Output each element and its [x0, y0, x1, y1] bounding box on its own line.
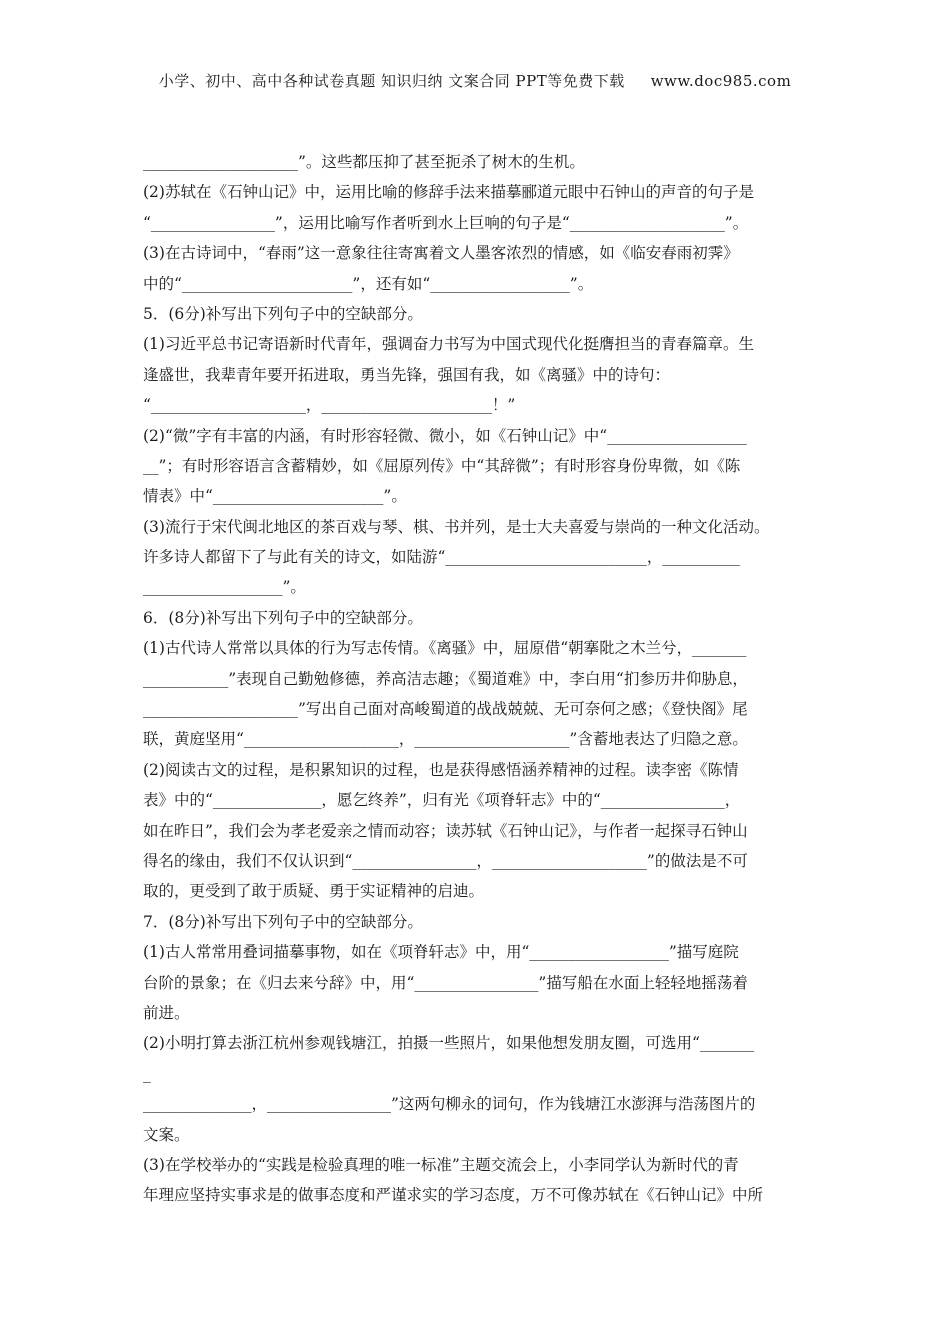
document-body	[143, 147, 833, 1211]
text-line: 前进。	[143, 1003, 190, 1022]
text-line: _	[143, 1064, 151, 1083]
question-5-title: 5．(6分)补写出下列句子中的空缺部分。	[143, 304, 423, 323]
text-line: (1)习近平总书记寄语新时代青年，强调奋力书写为中国式现代化挺膺担当的青春篇章。生	[143, 335, 754, 354]
text-line: 如在昨日”，我们会为孝老爱亲之情而动容；读苏轼《石钟山记》，与作者一起探寻石钟山	[143, 821, 748, 840]
text-line: 中的“______________________”，还有如“__________________”。	[143, 274, 594, 293]
text-line: (2)苏轼在《石钟山记》中，运用比喻的修辞手法来描摹郦道元眼中石钟山的声音的句子是	[143, 183, 754, 202]
text-line: “________________”，运用比喻写作者听到水上巨响的句子是“____________________”。	[143, 213, 749, 232]
text-line: (3)流行于宋代闽北地区的茶百戏与琴、棋、书并列，是士大夫喜爱与崇尚的一种文化活动。	[143, 517, 770, 536]
header-text: 小学、初中、高中各种试卷真题 知识归纳 文案合同 PPT等免费下载	[158, 72, 625, 90]
question-6-title: 6．(8分)补写出下列句子中的空缺部分。	[143, 608, 423, 627]
text-line: (3)在古诗词中，“春雨”这一意象往往寄寓着文人墨客浓烈的情感，如《临安春雨初霁》	[143, 244, 739, 263]
text-line: 表》中的“______________，愿乞终养”，归有光《项脊轩志》中的“________________，	[143, 791, 741, 810]
text-line: “____________________，______________________！”	[143, 396, 516, 415]
text-line: (1)古人常常用叠词描摹事物，如在《项脊轩志》中，用“__________________”描写庭院	[143, 943, 739, 962]
text-line: 逢盛世，我辈青年要开拓进取，勇当先锋，强国有我，如《离骚》中的诗句：	[143, 365, 671, 384]
page-header	[0, 70, 950, 91]
text-line: __”；有时形容语言含蓄精妙，如《屈原列传》中“其辞微”；有时形容身份卑微，如《陈	[143, 456, 741, 475]
text-line: 取的，更受到了敢于质疑、勇于实证精神的启迪。	[143, 882, 485, 901]
text-line: (1)古代诗人常常以具体的行为写志传情。《离骚》中，屈原借“朝搴阰之木兰兮，_______	[143, 639, 747, 658]
text-line: 年理应坚持实事求是的做事态度和严谨求实的学习态度，万不可像苏轼在《石钟山记》中所	[143, 1186, 764, 1205]
text-line: (3)在学校举办的“实践是检验真理的唯一标准”主题交流会上，小李同学认为新时代的青	[143, 1155, 739, 1174]
text-line: 得名的缘由，我们不仅认识到“________________，____________________”的做法是不可	[143, 851, 748, 870]
text-line: 台阶的景象；在《归去来兮辞》中，用“________________”描写船在水面上轻轻地摇荡着	[143, 973, 748, 992]
text-line: (2)阅读古文的过程，是积累知识的过程，也是获得感悟涵养精神的过程。读李密《陈情	[143, 760, 739, 779]
question-7-title: 7．(8分)补写出下列句子中的空缺部分。	[143, 912, 423, 931]
text-line: ____________________”。这些都压抑了甚至扼杀了树木的生机。	[143, 153, 585, 171]
text-line: 许多诗人都留下了与此有关的诗文，如陆游“__________________________，__________	[143, 548, 740, 567]
header-site: www.doc985.com	[650, 72, 792, 90]
text-line: (2)“微”字有丰富的内涵，有时形容轻微、微小，如《石钟山记》中“__________________	[143, 426, 747, 445]
text-line: 情表》中“______________________”。	[143, 487, 407, 506]
text-line: __________________”。	[143, 578, 306, 597]
text-line: ______________，________________”这两句柳永的词句，作为钱塘江水澎湃与浩荡图片的	[143, 1095, 756, 1114]
text-line: 文案。	[143, 1125, 190, 1144]
text-line: ____________________”写出自己面对高峻蜀道的战战兢兢、无可奈何之感；《登快阁》尾	[143, 700, 748, 719]
text-line: (2)小明打算去浙江杭州参观钱塘江，拍摄一些照片，如果他想发朋友圈，可选用“_______	[143, 1034, 755, 1053]
text-line: ___________”表现自己勤勉修德，养高洁志趣；《蜀道难》中，李白用“扪参历井仰胁息，	[143, 669, 748, 688]
text-line: 联，黄庭坚用“____________________，____________________”含蓄地表达了归隐之意。	[143, 730, 748, 749]
